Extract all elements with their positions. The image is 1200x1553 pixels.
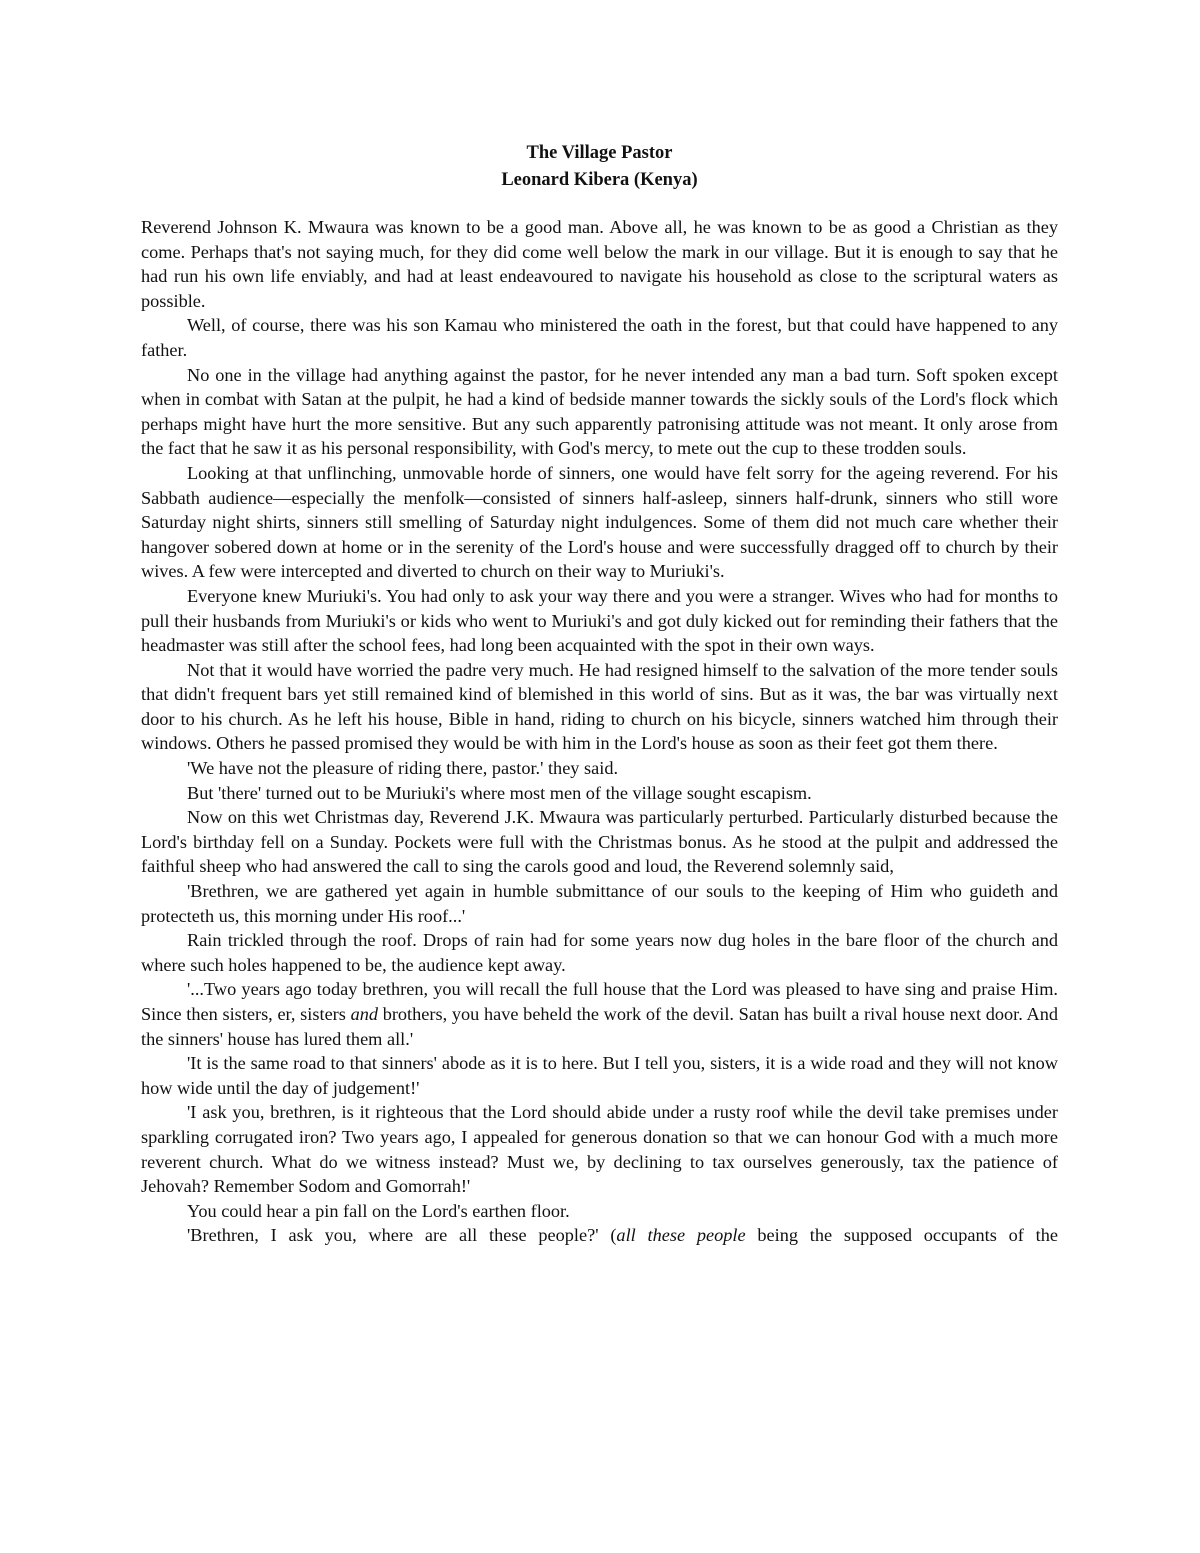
paragraph-16-emphasis: all these people — [616, 1225, 746, 1246]
paragraph-4: Looking at that unflinching, unmovable horde of sinners, one would have felt sorry for the ageing reverend. For his Sabbath audience—especially the menfolk—consisted of sinners half-asleep, sinners half-drunk, sinners who still wore Saturday night shirts, sinners still smelling of Saturday night indulgences. Some of them did not much care whether their hangover sobered down at home or in the serenity of the Lord's house and were successfully dragged off to church by their wives. A few were intercepted and diverted to church on their way to Muriuki's. — [141, 462, 1058, 582]
paragraph-12-part-2: brothers, you have beheld the work of the devil. Satan has built a rival house next door. And the sinners' house has lured them all.' — [141, 1004, 1058, 1049]
paragraph-12 — [141, 977, 1058, 1051]
paragraph-8: But 'there' turned out to be Muriuki's where most men of the village sought escapism. — [187, 782, 812, 803]
paragraph-9: Now on this wet Christmas day, Reverend J.K. Mwaura was particularly perturbed. Particularly disturbed because the Lord's birthday fell on a Sunday. Pockets were full with the Christmas bonus. As he stood at the pulpit and addressed the faithful sheep who had answered the call to sing the carols good and loud, the Reverend solemnly said, — [141, 807, 1058, 877]
paragraph-7: 'We have not the pleasure of riding there, pastor.' they said. — [187, 758, 619, 779]
paragraph-1: Reverend Johnson K. Mwaura was known to be a good man. Above all, he was known to be as good a Christian as they come. Perhaps that's not saying much, for they did come well below the mark in our village. But it is enough to say that he had run his own life enviably, and had at least endeavoured to navigate his household as close to the scriptural waters as possible. — [141, 217, 1058, 311]
paragraph-15: You could hear a pin fall on the Lord's earthen floor. — [187, 1200, 570, 1221]
paragraph-12-part-1: '...Two years ago today brethren, you will recall the full house that the Lord was pleased to have sing and praise Him. Since then sisters, er, sisters — [141, 979, 1058, 1024]
paragraph-16-part-1: 'Brethren, I ask you, where are all these people?' ( — [187, 1225, 617, 1246]
paragraph-3: No one in the village had anything against the pastor, for he never intended any man a bad turn. Soft spoken except when in combat with Satan at the pulpit, he had a kind of bedside manner towards the sickly souls of the Lord's flock which perhaps might have hurt the more sensitive. But any such apparently patronising attitude was not meant. It only arose from the fact that he saw it as his personal responsibility, with God's mercy, to mete out the cup to these trodden souls. — [141, 364, 1058, 459]
document-title: The Village Pastor — [526, 143, 673, 163]
paragraph-14: 'I ask you, brethren, is it righteous that the Lord should abide under a rusty roof while the devil take premises under sparkling corrugated iron? Two years ago, I appealed for generous donation so that we can honour God with a much more reverent church. What do we witness instead? Must we, by declining to tax ourselves generously, tax the patience of Jehovah? Remember Sodom and Gomorrah!' — [141, 1102, 1058, 1197]
paragraph-16-part-2: being the supposed occupants of the — [745, 1225, 1058, 1246]
paragraph-5: Everyone knew Muriuki's. You had only to ask your way there and you were a stranger. Wives who had for months to pull their husbands from Muriuki's or kids who went to Muriuki's and got duly kicked out for reminding their fathers that the headmaster was still after the school fees, had long been acquainted with the spot in their own ways. — [141, 585, 1058, 656]
title-block — [141, 140, 1058, 194]
paragraph-16 — [141, 1223, 1058, 1248]
story-body — [141, 215, 1058, 1248]
paragraph-12-emphasis: and — [350, 1004, 378, 1024]
paragraph-10: 'Brethren, we are gathered yet again in humble submittance of our souls to the keeping of Him who guideth and protecteth us, this morning under His roof...' — [141, 881, 1058, 926]
paragraph-11: Rain trickled through the roof. Drops of rain had for some years now dug holes in the bare floor of the church and where such holes happened to be, the audience kept away. — [141, 930, 1058, 975]
author-line: Leonard Kibera (Kenya) — [501, 170, 698, 190]
paragraph-6: Not that it would have worried the padre very much. He had resigned himself to the salvation of the more tender souls that didn't frequent bars yet still remained kind of blemished in this world of sins. But as it was, the bar was virtually next door to his church. As he left his house, Bible in hand, riding to church on his bicycle, sinners watched him through their windows. Others he passed promised they would be with him in the Lord's house as soon as their feet got them there. — [141, 659, 1058, 754]
paragraph-2: Well, of course, there was his son Kamau who ministered the oath in the forest, but that could have happened to any father. — [141, 315, 1058, 360]
document-page — [141, 140, 1058, 1248]
paragraph-13: 'It is the same road to that sinners' abode as it is to here. But I tell you, sisters, it is a wide road and they will not know how wide until the day of judgement!' — [141, 1053, 1058, 1098]
